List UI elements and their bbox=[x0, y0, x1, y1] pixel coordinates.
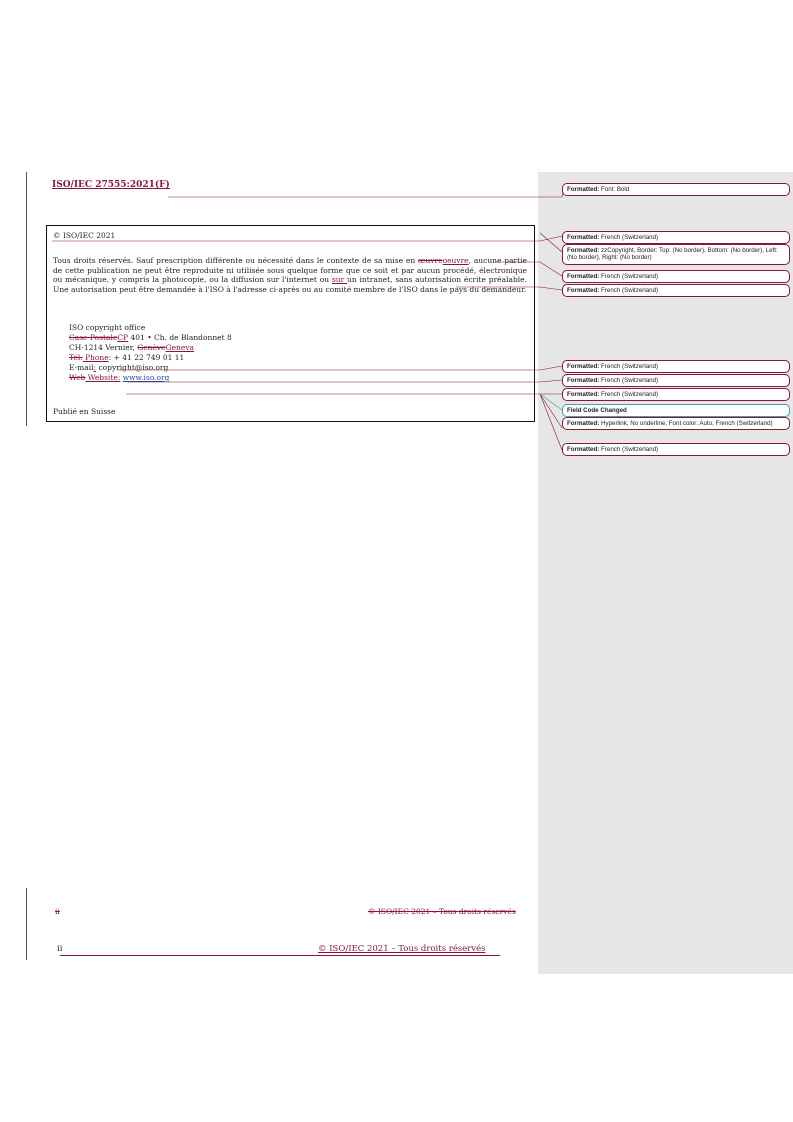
balloon-french-6[interactable]: Formatted: French (Switzerland) bbox=[562, 388, 790, 401]
email-line: E-mail: copyright@iso.org bbox=[69, 363, 169, 372]
copyright-line: © ISO/IEC 2021 bbox=[53, 231, 116, 240]
published-line: Publié en Suisse bbox=[53, 407, 116, 416]
connector-title bbox=[168, 189, 564, 197]
office-line: ISO copyright office bbox=[69, 323, 146, 332]
balloon-french-7[interactable]: Formatted: French (Switzerland) bbox=[562, 443, 790, 456]
connector-oeuvre bbox=[496, 262, 562, 276]
balloon-french-4[interactable]: Formatted: French (Switzerland) bbox=[562, 360, 790, 373]
footer-page: ii bbox=[57, 944, 63, 954]
inserted-sur: sur bbox=[331, 275, 348, 285]
rights-paragraph: Tous droits réservés. Sauf prescription différente ou nécessité dans le contexte de sa mise en œuvreoeuvre, aucune partie de cette publication ne peut être reproduite ni utilisée sous quelque forme que ce soit et par aucun procédé, électronique ou mécanique, y compris la photocopie, ou la diffusion sur l'internet ou sur un intranet, sans autorisation écrite préalable. Une autorisation peut être demandée à l'ISO à l'adresse ci-après ou au comité membre de l'ISO dans le pays du demandeur. bbox=[53, 256, 527, 294]
footer-page-old: ii bbox=[55, 907, 60, 916]
footer-text-old: © ISO/IEC 2021 – Tous droits réservés bbox=[368, 907, 516, 916]
connector-border bbox=[540, 233, 562, 252]
balloon-french-3[interactable]: Formatted: French (Switzerland) bbox=[562, 284, 790, 297]
document-title: ISO/IEC 27555:2021(F) bbox=[52, 180, 170, 190]
connector-sur bbox=[456, 287, 562, 290]
connector-email bbox=[128, 380, 562, 382]
address-line: Case PostaleCP 401 • Ch. de Blandonnet 8 bbox=[69, 333, 232, 342]
balloon-font-bold[interactable]: Formatted: Font: Bold bbox=[562, 183, 790, 196]
website-link[interactable]: www.iso.org bbox=[122, 373, 170, 382]
city-line: CH-1214 Vernier, GenèveGeneva bbox=[69, 343, 195, 352]
balloon-hyperlink[interactable]: Formatted: Hyperlink, No underline, Font color: Auto, French (Switzerland) bbox=[562, 417, 790, 430]
balloon-french-1[interactable]: Formatted: French (Switzerland) bbox=[562, 231, 790, 244]
connector-url bbox=[540, 394, 562, 450]
balloon-field-code-changed[interactable]: Field Code Changed bbox=[562, 404, 790, 417]
phone-line: Tél. Phone: + 41 22 749 01 11 bbox=[69, 353, 185, 362]
footer-text: © ISO/IEC 2021 – Tous droits réservés bbox=[318, 944, 486, 954]
balloon-french-5[interactable]: Formatted: French (Switzerland) bbox=[562, 374, 790, 387]
connector-phone bbox=[118, 366, 562, 370]
inserted-oeuvre: oeuvre bbox=[442, 256, 469, 265]
website-line: Web Website: www.iso.org bbox=[69, 373, 170, 382]
balloon-french-2[interactable]: Formatted: French (Switzerland) bbox=[562, 270, 790, 283]
deleted-oeuvre: œuvre bbox=[418, 256, 443, 265]
connector-copyright-line bbox=[52, 236, 562, 241]
connector-hyperlink bbox=[540, 394, 562, 428]
balloon-zzcopyright[interactable]: Formatted: zzCopyright, Border: Top: (No border), Bottom: (No border), Left: (No border), Right: (No border) bbox=[562, 244, 790, 265]
